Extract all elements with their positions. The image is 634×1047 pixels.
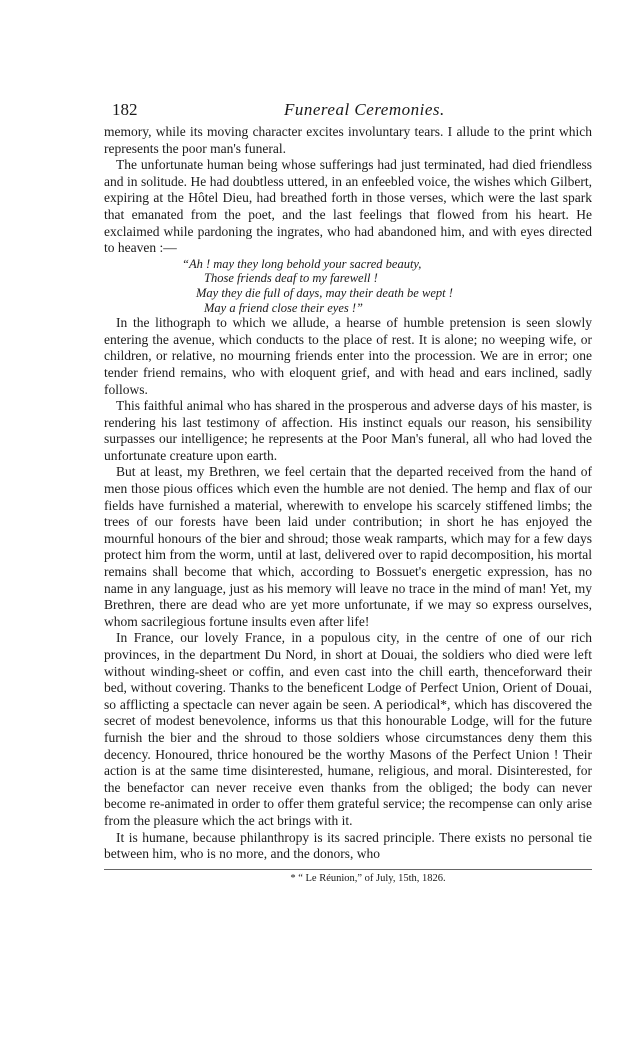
- verse-line: “Ah ! may they long behold your sacred beauty,: [182, 256, 422, 271]
- verse-line: May a friend close their eyes !”: [204, 300, 363, 315]
- verse-line: Those friends deaf to my farewell !: [204, 271, 378, 286]
- verse-line: May they die full of days, may their death be wept !: [196, 285, 453, 300]
- page-header: [104, 96, 592, 124]
- running-title: Funereal Ceremonies.: [284, 100, 445, 119]
- paragraph: memory, while its moving character excites involuntary tears. I allude to the print which represents the poor man's funeral.: [104, 124, 592, 156]
- book-page: [104, 96, 592, 885]
- paragraph: The unfortunate human being whose sufferings had just terminated, had died friendless and in solitude. He had doubtless uttered, in an enfeebled voice, the wishes which Gilbert, expiring at the Hôtel Dieu, had breathed forth in those verses, which were the last spark that emanated from the poet, and the last feelings that flowed from his heart. He exclaimed while pardoning the ingrates, who had abandoned him, and with eyes directed to heaven :—: [104, 157, 592, 256]
- paragraph: In France, our lovely France, in a populous city, in the centre of one of our rich provinces, in the department Du Nord, in short at Douai, the soldiers who died were left without winding-sheet or coffin, and even cast into the chill earth, thenceforward their bed, without covering. Thanks to the beneficent Lodge of Perfect Union, Orient of Douai, so afflicting a spectacle can never again be seen. A periodical*, which has discovered the secret of modest benevolence, informs us that this honourable Lodge, will for the future furnish the bier and the shroud to those soldiers whose circumstances deny them this decency. Honoured, thrice honoured be the worthy Masons of the Perfect Union ! Their action is at the same time disinterested, humane, religious, and moral. Disinterested, for the benefactor can never receive even thanks from the obliged; the body can never become re-animated in order to offer them grateful service; the recompense can only arise from the pleasure which the act brings with it.: [104, 630, 592, 828]
- body-text: [104, 124, 592, 863]
- footnote-rule: [104, 869, 592, 870]
- paragraph: It is humane, because philanthropy is its sacred principle. There exists no personal tie between him, who is no more, and the donors, who: [104, 829, 592, 862]
- verse-quotation: [182, 257, 592, 315]
- footnote: * “ Le Réunion,” of July, 15th, 1826.: [290, 872, 446, 884]
- page-number: 182: [112, 100, 138, 119]
- paragraph: In the lithograph to which we allude, a hearse of humble pretension is seen slowly entering the avenue, which conducts to the place of rest. It is alone; no weeping wife, or children, or relative, no mourning friends enter into the procession. We are in error; one tender friend remains, who with eloquent grief, and with head and ears inclined, sadly follows.: [104, 315, 592, 397]
- paragraph: But at least, my Brethren, we feel certain that the departed received from the hand of men those pious offices which even the humble are not denied. The hemp and flax of our fields have furnished a material, wherewith to envelope his scarcely stiffened limbs; the trees of our forests have been laid under contribution; in short he has enjoyed the mournful honours of the bier and shroud; those weak ramparts, which may for a few days protect him from the worm, until at last, delivered over to rapid decomposition, his mortal remains shall become that which, according to Bossuet's energetic expression, has no name in any language, just as his memory will leave no trace in the mind of man! Yet, my Brethren, there are dead who are yet more unfortunate, if we may so express ourselves, whom sacrilegious fortune insults even after life!: [104, 464, 592, 629]
- paragraph: This faithful animal who has shared in the prosperous and adverse days of his master, is rendering his last testimony of affection. His instinct equals our reason, his sensibility surpasses our intelligence; he represents at the Poor Man's funeral, all who had loved the unfortunate creature upon earth.: [104, 398, 592, 463]
